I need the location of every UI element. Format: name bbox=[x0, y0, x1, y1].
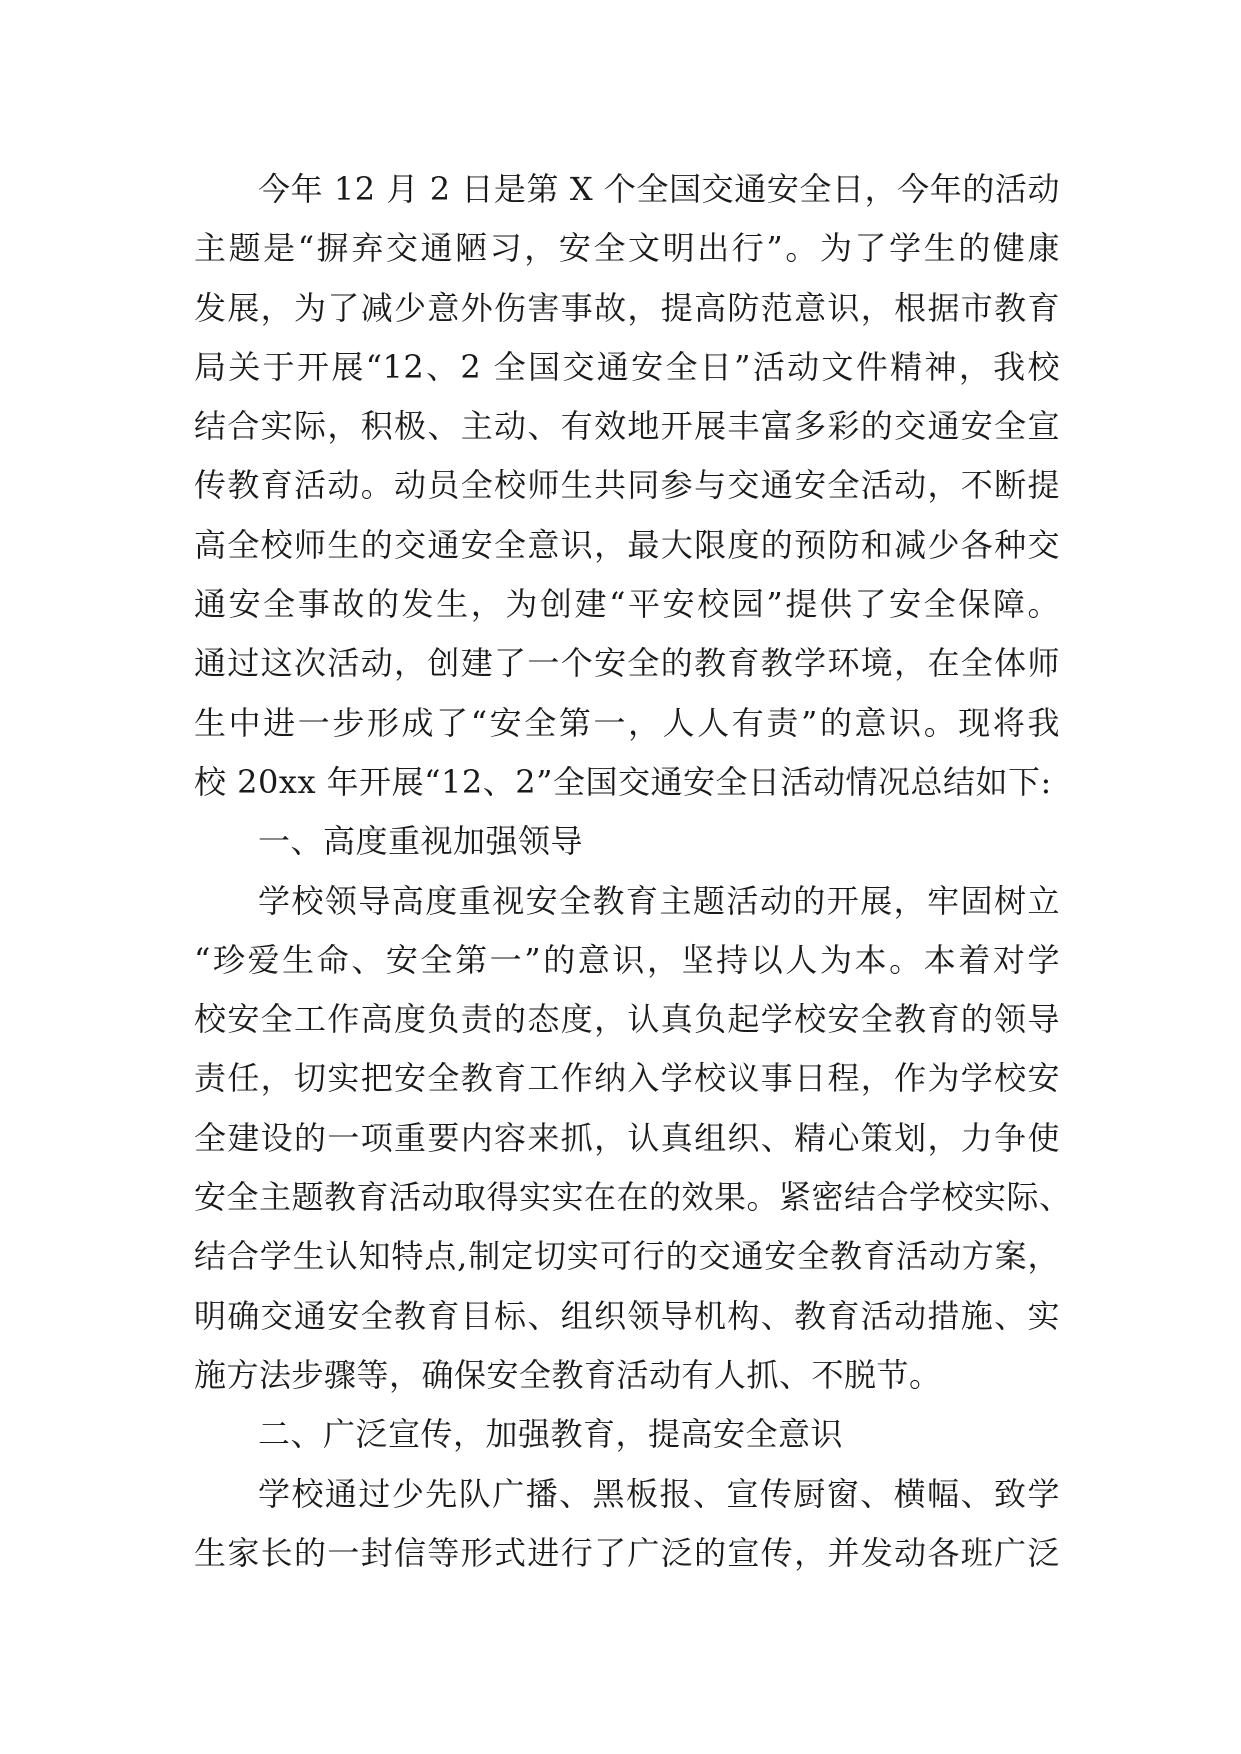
paragraph-line: 生家长的一封信等形式进行了广泛的宣传，并发动各班广泛 bbox=[194, 1533, 1060, 1572]
paragraph-line: 校 20xx 年开展“12、2”全国交通安全日活动情况总结如下: bbox=[194, 762, 1052, 801]
paragraph-line: 结合学生认知特点,制定切实可行的交通安全教育活动方案， bbox=[194, 1237, 1060, 1276]
paragraph-line: 传教育活动。动员全校师生共同参与交通安全活动，不断提 bbox=[194, 466, 1060, 505]
paragraph-line: 结合实际，积极、主动、有效地开展丰富多彩的交通安全宣 bbox=[194, 407, 1060, 446]
paragraph-line: 今年 12 月 2 日是第 X 个全国交通安全日，今年的活动 bbox=[258, 170, 1060, 208]
section-heading-2: 二、广泛宣传，加强教育，提高安全意识 bbox=[258, 1415, 844, 1454]
paragraph-line: 安全主题教育活动取得实实在在的效果。紧密结合学校实际、 bbox=[194, 1178, 1072, 1217]
paragraph-line: 学校领导高度重视安全教育主题活动的开展，牢固树立 bbox=[258, 881, 1060, 920]
paragraph-line: 通安全事故的发生，为创建“平安校园”提供了安全保障。 bbox=[194, 585, 1060, 624]
paragraph-line: 施方法步骤等，确保安全教育活动有人抓、不脱节。 bbox=[194, 1355, 942, 1394]
section-heading-1: 一、高度重视加强领导 bbox=[258, 822, 584, 861]
paragraph-line: 主题是“摒弃交通陋习，安全文明出行”。为了学生的健康 bbox=[194, 229, 1060, 268]
paragraph-line: 校安全工作高度负责的态度，认真负起学校安全教育的领导 bbox=[194, 1000, 1060, 1039]
paragraph-line: 生中进一步形成了“安全第一，人人有责”的意识。现将我 bbox=[194, 703, 1060, 742]
paragraph-line: 局关于开展“12、2 全国交通安全日”活动文件精神，我校 bbox=[194, 347, 1060, 386]
paragraph-line: 发展，为了减少意外伤害事故，提高防范意识，根据市教育 bbox=[194, 288, 1060, 327]
paragraph-line: 明确交通安全教育目标、组织领导机构、教育活动措施、实 bbox=[194, 1296, 1060, 1335]
paragraph-line: “珍爱生命、安全第一”的意识，坚持以人为本。本着对学 bbox=[194, 940, 1060, 979]
paragraph-line: 高全校师生的交通安全意识，最大限度的预防和减少各种交 bbox=[194, 525, 1060, 564]
paragraph-line: 学校通过少先队广播、黑板报、宣传厨窗、横幅、致学 bbox=[258, 1474, 1060, 1513]
paragraph-line: 责任，切实把安全教育工作纳入学校议事日程，作为学校安 bbox=[194, 1059, 1060, 1098]
document-body bbox=[194, 160, 1072, 1583]
paragraph-line: 全建设的一项重要内容来抓，认真组织、精心策划，力争使 bbox=[194, 1118, 1060, 1157]
paragraph-line: 通过这次活动，创建了一个安全的教育教学环境，在全体师 bbox=[194, 644, 1060, 683]
